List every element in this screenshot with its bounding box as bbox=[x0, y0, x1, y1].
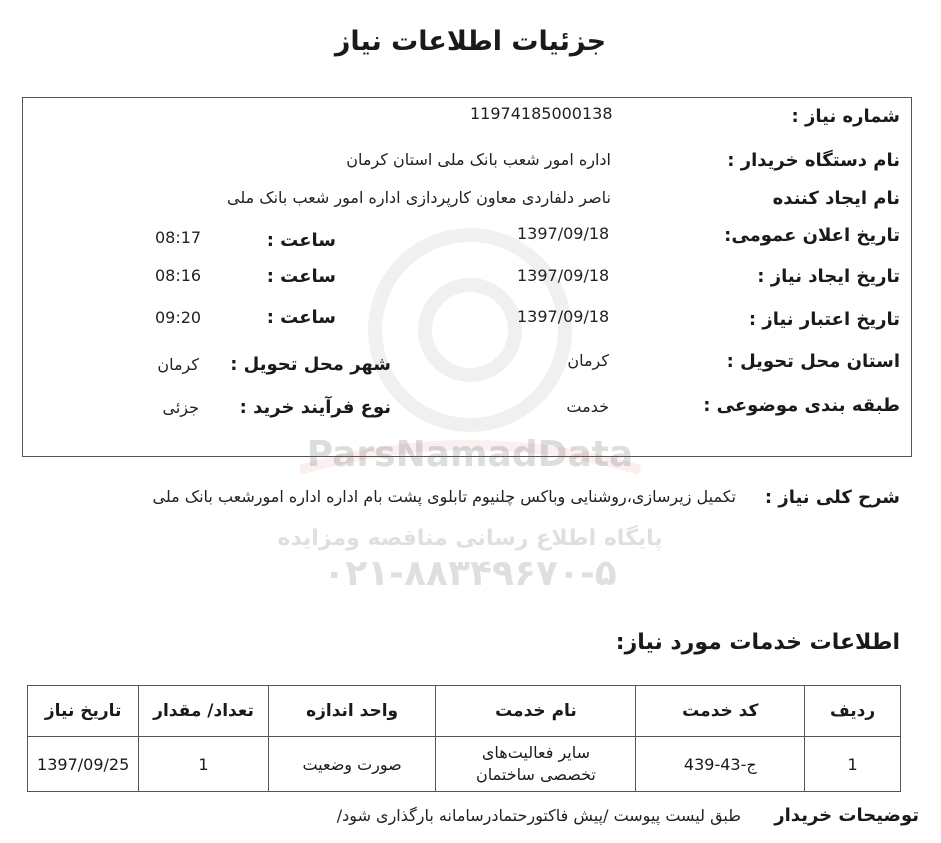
validity-date-label: تاریخ اعتبار نیاز : bbox=[748, 309, 900, 330]
create-time-value: 08:16 bbox=[155, 266, 202, 285]
city-value: کرمان bbox=[157, 355, 199, 374]
header-need-date: تاریخ نیاز bbox=[28, 686, 139, 737]
creator-label: نام ایجاد کننده bbox=[772, 188, 900, 209]
buyer-notes-label: توضیحات خریدار bbox=[774, 805, 919, 826]
public-date-value: 1397/09/18 bbox=[517, 224, 610, 243]
services-title: اطلاعات خدمات مورد نیاز: bbox=[615, 630, 900, 655]
watermark-phone: ۰۲۱-۸۸۳۴۹۶۷۰-۵ bbox=[323, 553, 617, 594]
description-text: تکمیل زیرسازی،روشنایی وباکس چلنیوم تابلوی پشت بام اداره اداره امورشعب بانک ملی bbox=[152, 487, 736, 506]
buyer-notes-text: طبق لیست پیوست /پیش فاکتورحتمادرسامانه بارگذاری شود/ bbox=[336, 806, 741, 825]
cell-row-number: 1 bbox=[805, 737, 901, 792]
cell-service-code: ج-43-439 bbox=[636, 737, 805, 792]
cell-quantity: 1 bbox=[139, 737, 268, 792]
category-value: خدمت bbox=[566, 397, 609, 416]
create-time-label: ساعت : bbox=[266, 266, 336, 287]
watermark-brand: ParsNamadData bbox=[306, 434, 634, 475]
page-title: جزئیات اطلاعات نیاز bbox=[334, 26, 607, 57]
public-time-value: 08:17 bbox=[155, 228, 202, 247]
creator-value: ناصر دلفاردی معاون کارپردازی اداره امور شعب بانک ملی bbox=[226, 188, 611, 207]
services-table bbox=[27, 685, 901, 792]
validity-time-label: ساعت : bbox=[266, 307, 336, 328]
header-quantity: تعداد/ مقدار bbox=[139, 686, 268, 737]
header-service-name: نام خدمت bbox=[436, 686, 636, 737]
create-date-value: 1397/09/18 bbox=[517, 266, 610, 285]
validity-time-value: 09:20 bbox=[155, 308, 202, 327]
services-header-row bbox=[28, 686, 901, 737]
need-number-label: شماره نیاز : bbox=[791, 106, 900, 127]
province-value: کرمان bbox=[567, 351, 609, 370]
buyer-org-value: اداره امور شعب بانک ملی استان کرمان bbox=[346, 150, 611, 169]
header-row-number: ردیف bbox=[805, 686, 901, 737]
buyer-org-label: نام دستگاه خریدار : bbox=[727, 150, 900, 171]
validity-date-value: 1397/09/18 bbox=[517, 307, 610, 326]
province-label: استان محل تحویل : bbox=[726, 351, 900, 372]
create-date-label: تاریخ ایجاد نیاز : bbox=[757, 266, 900, 287]
city-label: شهر محل تحویل : bbox=[230, 354, 391, 375]
process-label: نوع فرآیند خرید : bbox=[239, 397, 391, 418]
header-service-code: کد خدمت bbox=[636, 686, 805, 737]
public-date-label: تاریخ اعلان عمومی: bbox=[724, 225, 900, 246]
cell-unit: صورت وضعیت bbox=[268, 737, 436, 792]
cell-service-name: سایر فعالیت‌های تخصصی ساختمان bbox=[436, 737, 636, 792]
table-row bbox=[28, 737, 901, 792]
need-number-value: 11974185000138 bbox=[470, 104, 613, 123]
cell-need-date: 1397/09/25 bbox=[28, 737, 139, 792]
header-unit: واحد اندازه bbox=[268, 686, 436, 737]
watermark-subtitle: پایگاه اطلاع رسانی مناقصه ومزایده bbox=[277, 526, 663, 551]
category-label: طبقه بندی موضوعی : bbox=[703, 395, 900, 416]
public-time-label: ساعت : bbox=[266, 230, 336, 251]
process-value: جزئی bbox=[162, 398, 199, 417]
description-label: شرح کلی نیاز : bbox=[764, 487, 900, 508]
